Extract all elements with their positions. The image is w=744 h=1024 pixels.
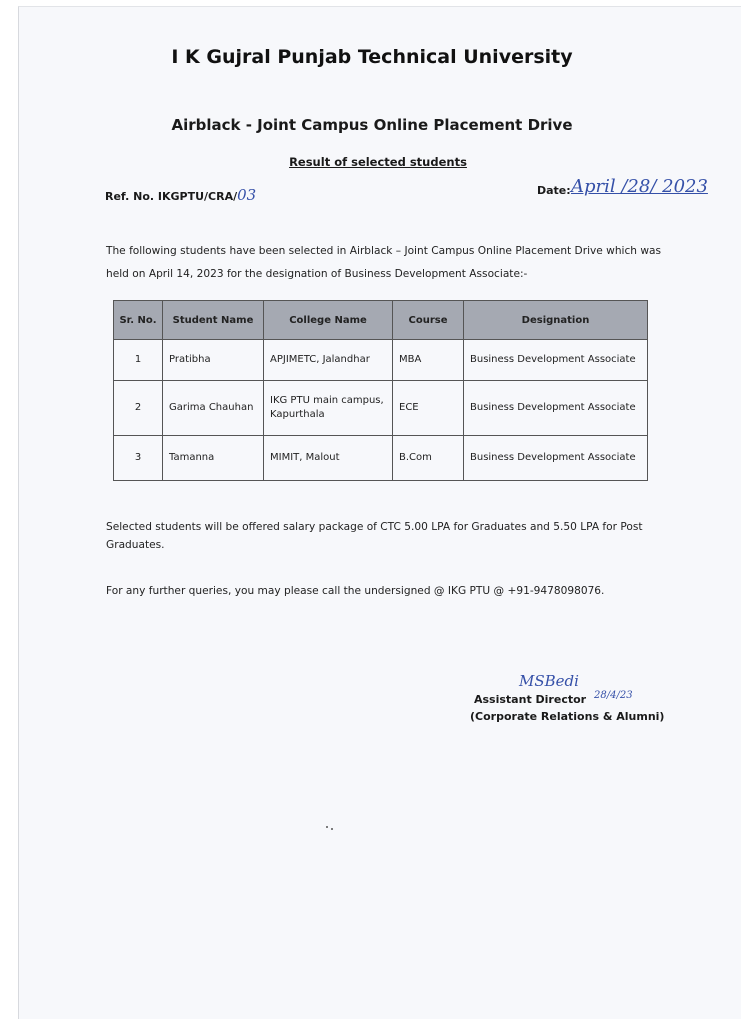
scan-speck [331, 828, 333, 830]
table-row [114, 381, 648, 436]
cell-course: ECE [393, 381, 464, 436]
queries-note: For any further queries, you may please call the undersigned @ IKG PTU @ +91-9478098076. [106, 585, 605, 597]
handwritten-signature: MSBedi [519, 672, 579, 690]
cell-college-name: APJIMETC, Jalandhar [264, 340, 393, 381]
cell-sr-no: 1 [114, 340, 163, 381]
cell-designation: Business Development Associate [464, 381, 648, 436]
cell-student-name: Pratibha [163, 340, 264, 381]
cell-designation: Business Development Associate [464, 340, 648, 381]
signatory-department: (Corporate Relations & Alumni) [470, 710, 665, 723]
salary-note: Selected students will be offered salary package of CTC 5.00 LPA for Graduates and 5.50 LPA for Post Graduates. [106, 521, 643, 551]
table-row [114, 436, 648, 481]
date-label: Date: [537, 184, 571, 197]
header-designation: Designation [464, 301, 648, 340]
header-student-name: Student Name [163, 301, 264, 340]
signatory-title: Assistant Director [474, 693, 587, 706]
scan-speck [326, 826, 328, 828]
header-sr-no: Sr. No. [114, 301, 163, 340]
cell-designation: Business Development Associate [464, 436, 648, 481]
drive-title: Airblack - Joint Campus Online Placement Drive [171, 116, 573, 134]
reference-label: Ref. No. IKGPTU/CRA/ [105, 190, 238, 203]
reference-number [105, 186, 256, 204]
cell-college-name: MIMIT, Malout [264, 436, 393, 481]
table-row [114, 340, 648, 381]
handwritten-date: April /28/ 2023 [571, 176, 708, 197]
result-heading: Result of selected students [289, 155, 467, 169]
cell-student-name: Tamanna [163, 436, 264, 481]
header-course: Course [393, 301, 464, 340]
signature-handwritten-date: 28/4/23 [594, 690, 633, 701]
table-header-row [114, 301, 648, 340]
selected-students-table [113, 300, 648, 481]
cell-course: B.Com [393, 436, 464, 481]
cell-sr-no: 3 [114, 436, 163, 481]
reference-handwritten-number: 03 [237, 186, 257, 204]
cell-sr-no: 2 [114, 381, 163, 436]
cell-college-name: IKG PTU main campus, Kapurthala [264, 381, 393, 436]
university-title: I K Gujral Punjab Technical University [171, 46, 573, 68]
cell-course: MBA [393, 340, 464, 381]
header-college-name: College Name [264, 301, 393, 340]
intro-paragraph: The following students have been selected in Airblack – Joint Campus Online Placement Drive which was held on April 14, 2023 for the designation of Business Development Associate:- [106, 245, 662, 280]
cell-student-name: Garima Chauhan [163, 381, 264, 436]
